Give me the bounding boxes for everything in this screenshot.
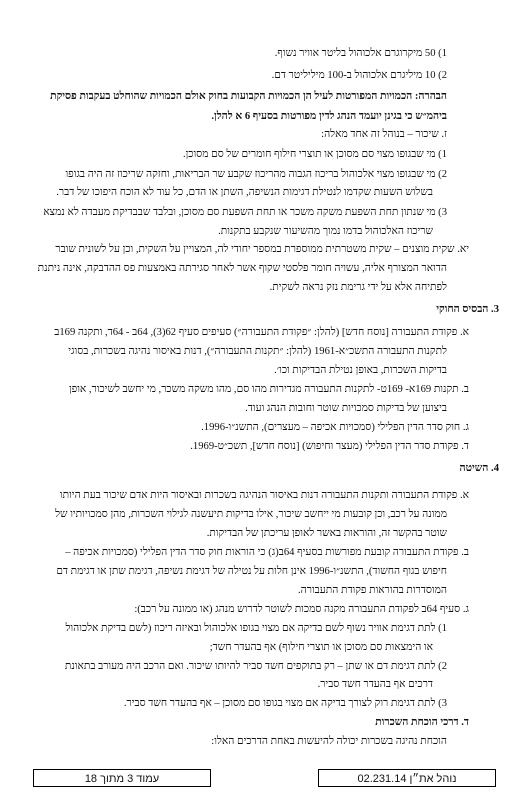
text-line: ביהמ״ש כי בגינן יועמד הנהג לדין מפורטות בסעיף 6 א להלן.	[211, 111, 447, 122]
text-line: המוסדרות בהוראות פקודת התעבורה.	[298, 585, 447, 596]
text-line: הדואר המצורף אליה, עשויה חומר פלסטי שקוף אשר לאחר סגירתה באמצעות פס ההדבקה, אינה ניתנת	[37, 263, 447, 274]
text-line: א. פקודת התעבורה ותקנות התעבורה דנות באיסור הנהיגה בשכרות ובאיסור היות אדם שיכור בעת היותו	[59, 490, 469, 501]
text-line: ג. חוק סדר הדין הפלילי (סמכויות אכיפה – מעצרים), התשנ״ו-1996.	[201, 422, 469, 433]
text-line: לפתיחה אלא על ידי גרימת נזק נראה לשקית.	[269, 282, 447, 293]
text-line: הבהרה: הכמויות המפורטות לעיל הן הכמויות הקבועות בחוק אולם הכמויות שהוחלט בעקבות פסיקת	[50, 91, 447, 102]
text-line: או הימצאות סם מסוכן או תוצרי חילוף) אף בהעדר חשד;	[209, 642, 433, 653]
text-line: יא. שקית מוצנים – שקית משטרתית ממוספרת במספר יחודי לה, המצויין על השקית, וכן על לשונית שובר	[55, 244, 469, 255]
text-line: 1) 50 מיקרוגרם אלכוהול בליטר אוויר נשוף.	[274, 48, 447, 59]
text-line: בדיקות השכרות, באופן נטילת הבדיקות וכו׳.	[274, 365, 447, 376]
text-line: 2) לתת דגימת דם או שתן – רק בתוקפים חשד סביר להיותו שיכור. ואם הרכב היה מעורב בתאונת	[64, 661, 447, 672]
text-line: ממונה על רכב, וכן קובעות מי ייחשב שיכור, אילו בדיקות תיעשנה לגילוי השכרות, מהן סמכויותיו של	[55, 509, 447, 520]
text-line: ביצוען של בדיקות סמכויות שוטר וחובות הנהג ועוד.	[245, 403, 447, 414]
text-line: ב. פקודת התעבורה קובעת מפורשות בסעיף 64ב(ג) כי הוראות חוק סדר הדין הפלילי (סמכויות אכיפה –	[65, 547, 469, 558]
footer-page-number: עמוד 3 מתוך 18	[33, 769, 211, 787]
text-line: דרכים אף בהעדר חשד סביר.	[317, 679, 433, 690]
section-heading: 4. השיטה	[459, 463, 499, 474]
footer-procedure-number: נוהל את״ן 02.231.14	[318, 769, 496, 787]
text-line: ג. סעיף 64ב לפקודת התעבורה מקנה סמכות לשוטר לדרוש מנהג (או ממונה על רכב):	[134, 604, 469, 615]
text-line: 2) מי שבגופו מצוי אלכוהול בריכוז הגבוה מהריכוז שקבע שר הבריאות, וחזקה שריכוז זה היה בגופו	[65, 169, 447, 180]
text-line: א. פקודת התעבורה [נוסח חדש] (להלן: ״פקודת התעבורה״) סעיפים סעיף 62(3), 64ב - 64ד, ותקנה 169ב	[54, 327, 469, 338]
text-line: ד. פקודת סדר הדין הפלילי (מעצר וחיפוש) [נוסח חדש], תשכ״ט-1969.	[190, 441, 469, 452]
text-line: שוטר בהקשר זה, והוראות באשר לאופן עריכתן של הבדיקות.	[206, 528, 447, 539]
text-line: הוכחת נהיגה בשכרות יכולה להיעשות באחת הדרכים האלו:	[211, 736, 447, 747]
section-heading: ז. שיכור – בנוהל זה אחד מאלה:	[321, 129, 447, 140]
text-line: לתקנות התעבורה התשכ״א-1961 (להלן: ״תקנות התעבורה״), דנות באיסור נהיגה בשכרות, בסוגי	[68, 346, 447, 357]
text-line: בשלוש השעות שקדמו לנטילת דגימות הנשיפה, השתן או הדם, כל עוד לא הוכח היפוכו של דבר.	[56, 187, 433, 198]
section-heading: 3. הבסיס החוקי	[436, 304, 499, 315]
text-line: 2) 10 מיליגרם אלכוהול ב-100 מיליליטר דם.	[271, 70, 447, 81]
text-line: 1) לתת דגימת אוויר נשוף לשם בדיקה אם מצוי בגופו אלכוהול ובאיזה ריכוז (לשם בדיקת אלכוהול	[65, 623, 447, 634]
text-line: חיפוש בגוף החשוד), התשנ״ו-1996 אינן חלות על נטילה של דגימת נשיפה, דגימת שתן או דגימת דם	[56, 566, 447, 577]
text-line: 3) לתת דגימת רוק לצורך בדיקה אם מצוי בגופו סם מסוכן – אף בהעדר חשד סביר.	[123, 698, 447, 709]
section-heading: ד. דרכי הוכחת השכרות	[375, 717, 469, 728]
text-line: שריכוז האלכוהול בדמו נמוך מהשיעור שנקבע בתקנות.	[218, 226, 433, 237]
text-line: 3) מי שנתון תחת השפעת משקה משכר או תחת השפעת סם מסוכן, ובלבד שבבדיקת מעבדה לא נמצא	[43, 207, 447, 218]
text-line: ב. תקנות 169א- 169ט- לתקנות התעבורה מגדירות מהו סם, מהו משקה משכר, מי יחשב לשיכור, אופן	[68, 384, 469, 395]
text-line: 1) מי שבגופו מצוי סם מסוכן או תוצרי חילוף חומרים של סם מסוכן.	[182, 149, 447, 160]
